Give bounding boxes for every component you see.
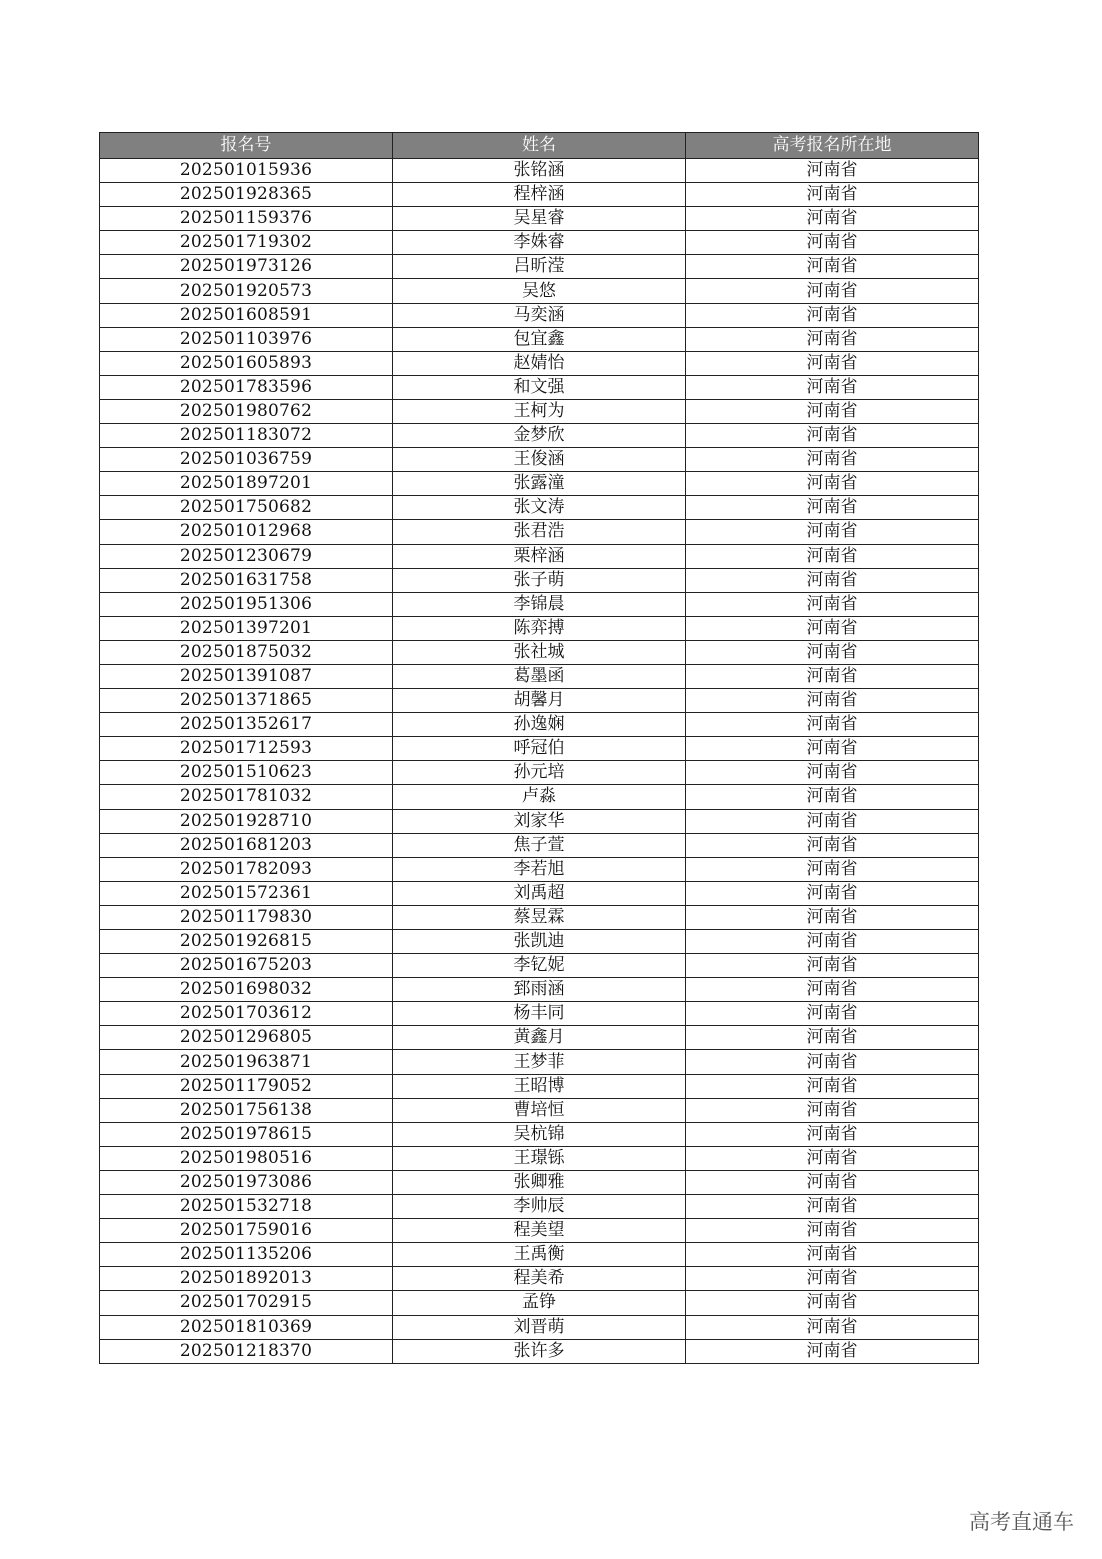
exam-location-cell: 河南省 [686, 809, 979, 833]
table-row [100, 1267, 979, 1291]
name-cell: 包宜鑫 [393, 327, 686, 351]
exam-location-cell: 河南省 [686, 954, 979, 978]
name-cell: 蔡昱霖 [393, 905, 686, 929]
exam-location-cell: 河南省 [686, 1243, 979, 1267]
table-header-row [100, 133, 979, 159]
registration-number-cell: 202501973126 [100, 255, 393, 279]
name-cell: 王璟铄 [393, 1146, 686, 1170]
name-cell: 呼冠伯 [393, 737, 686, 761]
table-row [100, 399, 979, 423]
table-row [100, 1098, 979, 1122]
exam-location-cell: 河南省 [686, 1122, 979, 1146]
exam-location-cell: 河南省 [686, 472, 979, 496]
registration-number-cell: 202501698032 [100, 978, 393, 1002]
registration-number-cell: 202501978615 [100, 1122, 393, 1146]
registration-number-cell: 202501675203 [100, 954, 393, 978]
exam-location-cell: 河南省 [686, 930, 979, 954]
registration-number-cell: 202501103976 [100, 327, 393, 351]
exam-location-cell: 河南省 [686, 761, 979, 785]
registration-number-cell: 202501532718 [100, 1195, 393, 1219]
name-cell: 胡馨月 [393, 689, 686, 713]
registration-number-cell: 202501980762 [100, 399, 393, 423]
exam-location-cell: 河南省 [686, 375, 979, 399]
table-row [100, 616, 979, 640]
name-cell: 李若旭 [393, 857, 686, 881]
table-row [100, 1219, 979, 1243]
exam-location-cell: 河南省 [686, 881, 979, 905]
registration-number-cell: 202501605893 [100, 351, 393, 375]
exam-location-cell: 河南省 [686, 640, 979, 664]
registration-number-cell: 202501928710 [100, 809, 393, 833]
exam-location-cell: 河南省 [686, 568, 979, 592]
exam-location-cell: 河南省 [686, 664, 979, 688]
name-cell: 张露潼 [393, 472, 686, 496]
table-row [100, 713, 979, 737]
registration-number-cell: 202501179830 [100, 905, 393, 929]
table-row [100, 809, 979, 833]
registration-number-cell: 202501036759 [100, 448, 393, 472]
name-cell: 郅雨涵 [393, 978, 686, 1002]
name-cell: 吴悠 [393, 279, 686, 303]
exam-location-cell: 河南省 [686, 1291, 979, 1315]
registration-number-cell: 202501159376 [100, 207, 393, 231]
table-row [100, 1339, 979, 1363]
name-cell: 李帅辰 [393, 1195, 686, 1219]
name-cell: 张铭涵 [393, 159, 686, 183]
exam-location-cell: 河南省 [686, 978, 979, 1002]
table-row [100, 544, 979, 568]
name-cell: 和文强 [393, 375, 686, 399]
name-cell: 曹培恒 [393, 1098, 686, 1122]
registration-number-cell: 202501810369 [100, 1315, 393, 1339]
registration-number-cell: 202501179052 [100, 1074, 393, 1098]
registration-number-cell: 202501781032 [100, 785, 393, 809]
exam-location-cell: 河南省 [686, 231, 979, 255]
exam-location-cell: 河南省 [686, 689, 979, 713]
exam-location-cell: 河南省 [686, 1026, 979, 1050]
name-cell: 吴杭锦 [393, 1122, 686, 1146]
table-row [100, 159, 979, 183]
registration-number-cell: 202501897201 [100, 472, 393, 496]
registration-number-cell: 202501759016 [100, 1219, 393, 1243]
name-cell: 李锦晨 [393, 592, 686, 616]
registration-number-cell: 202501980516 [100, 1146, 393, 1170]
exam-location-cell: 河南省 [686, 1074, 979, 1098]
name-cell: 王昭博 [393, 1074, 686, 1098]
table-row [100, 568, 979, 592]
table-row [100, 689, 979, 713]
exam-location-cell: 河南省 [686, 833, 979, 857]
exam-location-cell: 河南省 [686, 1002, 979, 1026]
registration-number-cell: 202501951306 [100, 592, 393, 616]
name-cell: 王梦菲 [393, 1050, 686, 1074]
name-cell: 马奕涵 [393, 303, 686, 327]
exam-location-cell: 河南省 [686, 592, 979, 616]
registration-number-cell: 202501920573 [100, 279, 393, 303]
name-cell: 孙逸娴 [393, 713, 686, 737]
exam-location-cell: 河南省 [686, 159, 979, 183]
table-row [100, 1146, 979, 1170]
registration-number-cell: 202501783596 [100, 375, 393, 399]
registration-number-cell: 202501572361 [100, 881, 393, 905]
table-row [100, 833, 979, 857]
registration-number-cell: 202501631758 [100, 568, 393, 592]
exam-location-cell: 河南省 [686, 544, 979, 568]
registration-number-cell: 202501712593 [100, 737, 393, 761]
table-row [100, 448, 979, 472]
registration-number-cell: 202501756138 [100, 1098, 393, 1122]
name-cell: 刘禹超 [393, 881, 686, 905]
exam-location-cell: 河南省 [686, 1098, 979, 1122]
table-row [100, 592, 979, 616]
table-row [100, 954, 979, 978]
table-row [100, 520, 979, 544]
registration-number-cell: 202501510623 [100, 761, 393, 785]
registration-number-cell: 202501963871 [100, 1050, 393, 1074]
exam-location-cell: 河南省 [686, 1315, 979, 1339]
name-cell: 金梦欣 [393, 424, 686, 448]
name-cell: 孟铮 [393, 1291, 686, 1315]
registration-number-cell: 202501608591 [100, 303, 393, 327]
exam-location-cell: 河南省 [686, 1267, 979, 1291]
exam-location-cell: 河南省 [686, 785, 979, 809]
registration-number-cell: 202501928365 [100, 183, 393, 207]
table-row [100, 1074, 979, 1098]
table-row [100, 231, 979, 255]
exam-location-cell: 河南省 [686, 303, 979, 327]
table-row [100, 857, 979, 881]
exam-location-cell: 河南省 [686, 1219, 979, 1243]
exam-location-cell: 河南省 [686, 1195, 979, 1219]
exam-location-cell: 河南省 [686, 448, 979, 472]
name-cell: 吕昕滢 [393, 255, 686, 279]
table-row [100, 1315, 979, 1339]
name-cell: 焦子萱 [393, 833, 686, 857]
header-exam-location: 高考报名所在地 [686, 133, 979, 159]
registration-number-cell: 202501012968 [100, 520, 393, 544]
registration-number-cell: 202501371865 [100, 689, 393, 713]
exam-location-cell: 河南省 [686, 520, 979, 544]
header-name: 姓名 [393, 133, 686, 159]
table-row [100, 1243, 979, 1267]
exam-location-cell: 河南省 [686, 713, 979, 737]
registration-number-cell: 202501183072 [100, 424, 393, 448]
registration-number-cell: 202501750682 [100, 496, 393, 520]
name-cell: 程美望 [393, 1219, 686, 1243]
exam-location-cell: 河南省 [686, 616, 979, 640]
registration-number-cell: 202501782093 [100, 857, 393, 881]
table-row [100, 785, 979, 809]
registration-number-cell: 202501892013 [100, 1267, 393, 1291]
registration-number-cell: 202501926815 [100, 930, 393, 954]
name-cell: 黄鑫月 [393, 1026, 686, 1050]
name-cell: 陈弈搏 [393, 616, 686, 640]
exam-location-cell: 河南省 [686, 183, 979, 207]
name-cell: 李姝睿 [393, 231, 686, 255]
exam-location-cell: 河南省 [686, 351, 979, 375]
exam-location-cell: 河南省 [686, 857, 979, 881]
registration-number-cell: 202501135206 [100, 1243, 393, 1267]
name-cell: 杨丰同 [393, 1002, 686, 1026]
exam-location-cell: 河南省 [686, 1339, 979, 1363]
table-row [100, 183, 979, 207]
table-row [100, 1195, 979, 1219]
name-cell: 吴星睿 [393, 207, 686, 231]
table-row [100, 375, 979, 399]
table-row [100, 1050, 979, 1074]
registration-number-cell: 202501218370 [100, 1339, 393, 1363]
table-row [100, 327, 979, 351]
name-cell: 刘家华 [393, 809, 686, 833]
exam-location-cell: 河南省 [686, 1050, 979, 1074]
exam-location-cell: 河南省 [686, 255, 979, 279]
table-row [100, 1026, 979, 1050]
table-row [100, 472, 979, 496]
name-cell: 赵婧怡 [393, 351, 686, 375]
table-row [100, 905, 979, 929]
table-row [100, 1122, 979, 1146]
name-cell: 张卿雅 [393, 1170, 686, 1194]
name-cell: 程梓涵 [393, 183, 686, 207]
table-row [100, 255, 979, 279]
registration-number-cell: 202501681203 [100, 833, 393, 857]
name-cell: 程美希 [393, 1267, 686, 1291]
registration-number-cell: 202501875032 [100, 640, 393, 664]
name-cell: 张文涛 [393, 496, 686, 520]
registration-number-cell: 202501015936 [100, 159, 393, 183]
table-row [100, 737, 979, 761]
registration-number-cell: 202501230679 [100, 544, 393, 568]
name-cell: 张社城 [393, 640, 686, 664]
table-row [100, 351, 979, 375]
exam-location-cell: 河南省 [686, 1146, 979, 1170]
registration-number-cell: 202501397201 [100, 616, 393, 640]
exam-location-cell: 河南省 [686, 207, 979, 231]
name-cell: 刘晋萌 [393, 1315, 686, 1339]
registration-number-cell: 202501703612 [100, 1002, 393, 1026]
exam-location-cell: 河南省 [686, 905, 979, 929]
name-cell: 张子萌 [393, 568, 686, 592]
exam-location-cell: 河南省 [686, 424, 979, 448]
exam-location-cell: 河南省 [686, 399, 979, 423]
registration-number-cell: 202501719302 [100, 231, 393, 255]
table-row [100, 1291, 979, 1315]
exam-location-cell: 河南省 [686, 1170, 979, 1194]
name-cell: 张许多 [393, 1339, 686, 1363]
name-cell: 葛墨函 [393, 664, 686, 688]
table-row [100, 303, 979, 327]
table-row [100, 1170, 979, 1194]
table-row [100, 1002, 979, 1026]
table-row [100, 207, 979, 231]
name-cell: 李钇妮 [393, 954, 686, 978]
table-row [100, 930, 979, 954]
admission-list-table [99, 132, 979, 1364]
table-row [100, 978, 979, 1002]
header-registration-number: 报名号 [100, 133, 393, 159]
watermark: 高考直通车 [969, 1510, 1074, 1534]
registration-number-cell: 202501973086 [100, 1170, 393, 1194]
registration-number-cell: 202501352617 [100, 713, 393, 737]
table-row [100, 640, 979, 664]
registration-number-cell: 202501702915 [100, 1291, 393, 1315]
table-row [100, 279, 979, 303]
table-row [100, 761, 979, 785]
registration-number-cell: 202501391087 [100, 664, 393, 688]
name-cell: 栗梓涵 [393, 544, 686, 568]
name-cell: 张凯迪 [393, 930, 686, 954]
name-cell: 孙元培 [393, 761, 686, 785]
table-row [100, 496, 979, 520]
exam-location-cell: 河南省 [686, 279, 979, 303]
exam-location-cell: 河南省 [686, 737, 979, 761]
table-body [100, 159, 979, 1364]
name-cell: 卢淼 [393, 785, 686, 809]
exam-location-cell: 河南省 [686, 327, 979, 351]
name-cell: 王俊涵 [393, 448, 686, 472]
name-cell: 王柯为 [393, 399, 686, 423]
table-row [100, 664, 979, 688]
table-row [100, 424, 979, 448]
exam-location-cell: 河南省 [686, 496, 979, 520]
registration-number-cell: 202501296805 [100, 1026, 393, 1050]
table-row [100, 881, 979, 905]
name-cell: 张君浩 [393, 520, 686, 544]
name-cell: 王禹衡 [393, 1243, 686, 1267]
